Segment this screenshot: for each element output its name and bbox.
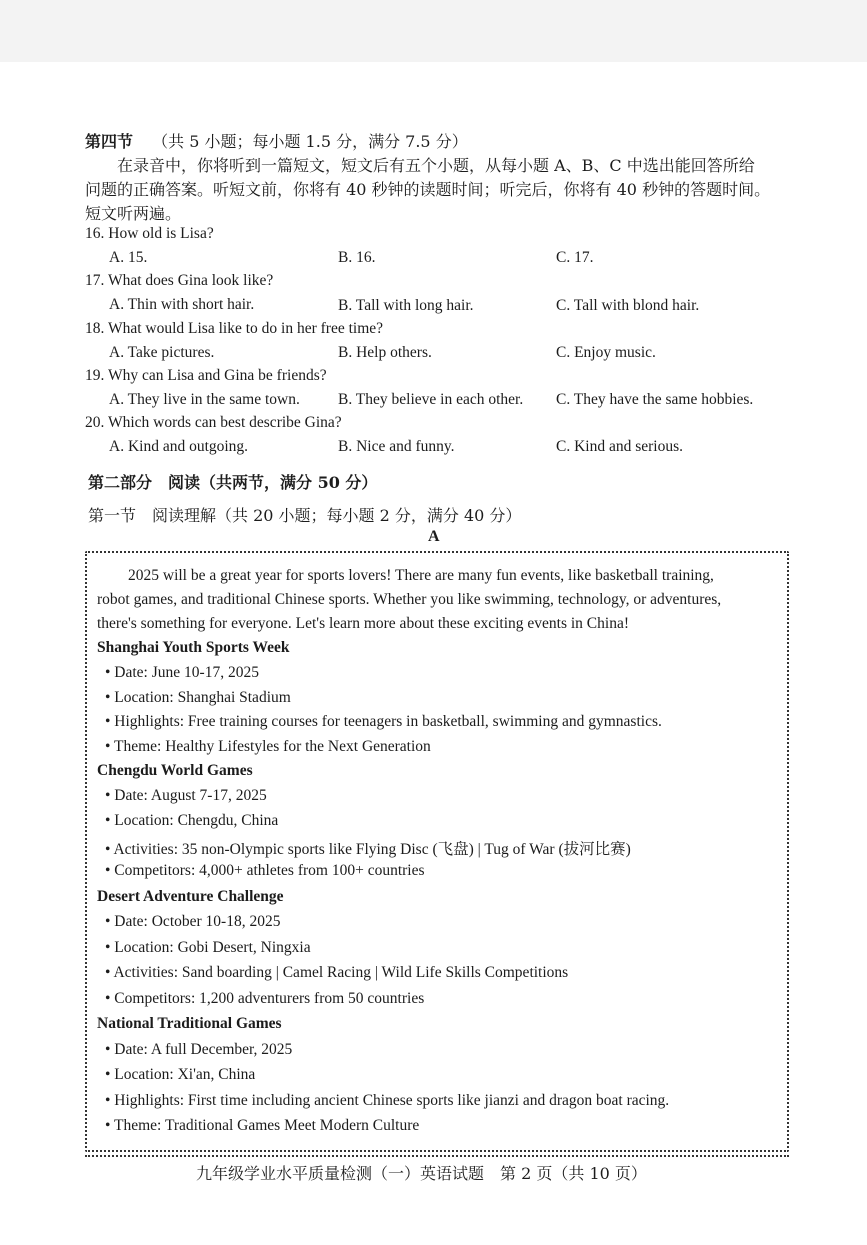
section-4-heading [85, 129, 468, 152]
question-18: 18. What would Lisa like to do in her free time? [85, 320, 384, 337]
instruction-line-1: 在录音中，你将听到一篇短文，短文后有五个小题，从每小题 A、B、C 中选出能回答所给 [117, 156, 755, 175]
intro-line-1: 2025 will be a great year for sports lovers! There are many fun events, like basketball training, [128, 567, 714, 584]
question-20: 20. Which words can best describe Gina? [85, 414, 342, 431]
event-detail: • Location: Gobi Desert, Ningxia [105, 939, 311, 956]
event-detail: • Date: October 10-18, 2025 [105, 913, 281, 930]
part-2-title: 第二部分 阅读（共两节，满分 50 分） [88, 473, 378, 492]
event-detail: • Activities: Sand boarding | Camel Racing | Wild Life Skills Competitions [105, 964, 569, 981]
question-18-option-b: B. Help others. [338, 344, 432, 361]
question-19-option-c: C. They have the same hobbies. [556, 391, 754, 408]
event-detail: • Date: June 10-17, 2025 [105, 664, 259, 681]
event-detail: • Competitors: 1,200 adventurers from 50 countries [105, 990, 425, 1007]
event-detail: • Competitors: 4,000+ athletes from 100+ countries [105, 862, 425, 879]
intro-line-2: robot games, and traditional Chinese sports. Whether you like swimming, technology, or adventures, [97, 591, 722, 608]
question-17-option-a: A. Thin with short hair. [109, 296, 255, 313]
event-title: Desert Adventure Challenge [97, 888, 284, 905]
event-title: Chengdu World Games [97, 762, 253, 779]
intro-line-3: there's something for everyone. Let's learn more about these exciting events in China! [97, 615, 629, 632]
question-20-option-a: A. Kind and outgoing. [109, 438, 249, 455]
event-detail: • Highlights: Free training courses for teenagers in basketball, swimming and gymnastics. [105, 713, 662, 730]
event-detail: • Location: Xi'an, China [105, 1066, 256, 1083]
question-16-option-b: B. 16. [338, 249, 376, 266]
event-title: National Traditional Games [97, 1015, 282, 1032]
question-16-option-c: C. 17. [556, 249, 594, 266]
event-detail: • Location: Chengdu, China [105, 812, 279, 829]
footer-divider [85, 1155, 789, 1157]
question-19-option-a: A. They live in the same town. [109, 391, 300, 408]
question-18-option-a: A. Take pictures. [109, 344, 215, 361]
question-17-option-c: C. Tall with blond hair. [556, 297, 700, 314]
passage-label: A [428, 528, 440, 545]
event-detail: • Date: August 7-17, 2025 [105, 787, 267, 804]
event-detail: • Location: Shanghai Stadium [105, 689, 291, 706]
question-20-option-c: C. Kind and serious. [556, 438, 684, 455]
event-detail: • Theme: Traditional Games Meet Modern Culture [105, 1117, 420, 1134]
question-18-option-c: C. Enjoy music. [556, 344, 656, 361]
event-detail: • Highlights: First time including ancient Chinese sports like jianzi and dragon boat racing. [105, 1092, 670, 1109]
section-4-title: 第四节 [85, 132, 134, 151]
event-detail: • Date: A full December, 2025 [105, 1041, 293, 1058]
question-16-option-a: A. 15. [109, 249, 148, 266]
page-footer: 九年级学业水平质量检测（一）英语试题 第 2 页（共 10 页） [196, 1164, 647, 1183]
question-17: 17. What does Gina look like? [85, 272, 274, 289]
question-16: 16. How old is Lisa? [85, 225, 214, 242]
question-20-option-b: B. Nice and funny. [338, 438, 455, 455]
section-4-scoring: （共 5 小题；每小题 1.5 分，满分 7.5 分） [152, 132, 468, 151]
event-detail: • Activities: 35 non-Olympic sports like Flying Disc (飞盘) | Tug of War (拔河比赛) [105, 841, 631, 858]
question-19-option-b: B. They believe in each other. [338, 391, 524, 408]
instruction-line-3: 短文听两遍。 [85, 204, 182, 223]
scan-top-margin [0, 0, 867, 62]
instruction-line-2: 问题的正确答案。听短文前，你将有 40 秒钟的读题时间；听完后，你将有 40 秒钟的答题时间。 [85, 180, 771, 199]
question-17-option-b: B. Tall with long hair. [338, 297, 474, 314]
event-detail: • Theme: Healthy Lifestyles for the Next Generation [105, 738, 431, 755]
question-19: 19. Why can Lisa and Gina be friends? [85, 367, 327, 384]
event-title: Shanghai Youth Sports Week [97, 639, 290, 656]
part-2-section-1: 第一节 阅读理解（共 20 小题；每小题 2 分，满分 40 分） [88, 506, 522, 525]
